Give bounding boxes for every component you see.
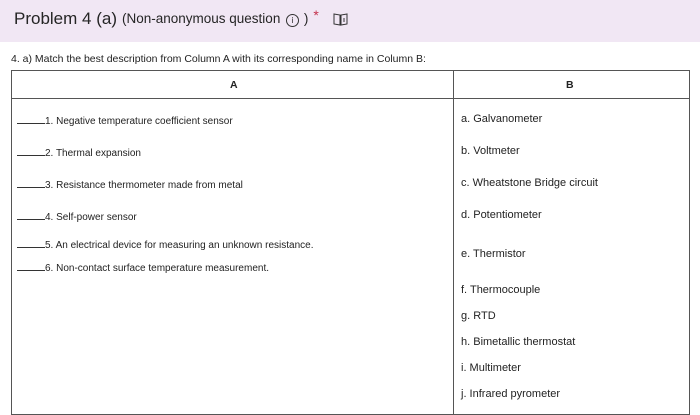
column-a-item-text: 1. Negative temperature coefficient sensor: [45, 116, 233, 127]
column-b-item: c. Wheatstone Bridge circuit: [461, 177, 598, 189]
answer-blank: [17, 238, 45, 248]
column-b-item: f. Thermocouple: [461, 284, 541, 296]
column-a-item: [17, 238, 313, 251]
question-subtitle-close: ): [303, 11, 309, 26]
column-a-item: [17, 178, 243, 191]
column-divider: [453, 71, 454, 414]
answer-blank: [17, 178, 45, 188]
immersive-reader-icon[interactable]: [333, 11, 348, 31]
answer-blank: [17, 210, 45, 220]
question-prompt: 4. a) Match the best description from Column A with its corresponding name in Column B:: [11, 53, 426, 65]
column-b-item: h. Bimetallic thermostat: [461, 336, 576, 348]
column-a-item: [17, 210, 137, 223]
column-a-item-text: 4. Self-power sensor: [45, 212, 137, 223]
matching-table: [11, 70, 690, 415]
column-b-item: j. Infrared pyrometer: [461, 388, 561, 400]
column-b-item: e. Thermistor: [461, 248, 526, 260]
header-row-divider: [12, 98, 689, 99]
question-title: Problem 4 (a): [14, 9, 117, 28]
column-b-header: B: [566, 79, 574, 91]
column-b-item: b. Voltmeter: [461, 145, 520, 157]
question-body: [0, 42, 700, 406]
column-a-item-text: 2. Thermal expansion: [45, 148, 141, 159]
column-a-item-text: 5. An electrical device for measuring an unknown resistance.: [45, 240, 314, 251]
question-header: [0, 0, 700, 42]
info-icon[interactable]: i: [286, 14, 299, 27]
answer-blank: [17, 146, 45, 156]
column-b-item: g. RTD: [461, 310, 496, 322]
column-a-item: [17, 114, 233, 127]
question-subtitle: [122, 11, 308, 27]
column-a-item-text: 3. Resistance thermometer made from metal: [45, 180, 243, 191]
column-a-item-text: 6. Non-contact surface temperature measurement.: [45, 263, 269, 274]
column-a-item: [17, 261, 269, 274]
column-a-item: [17, 146, 141, 159]
column-a-header: A: [230, 79, 238, 91]
answer-blank: [17, 261, 45, 271]
column-b-item: a. Galvanometer: [461, 113, 543, 125]
question-subtitle-text: (Non-anonymous question: [121, 11, 281, 26]
required-asterisk: *: [313, 7, 319, 23]
column-b-item: i. Multimeter: [461, 362, 521, 374]
question-title-row: [14, 9, 348, 29]
answer-blank: [17, 114, 45, 124]
column-b-item: d. Potentiometer: [461, 209, 542, 221]
